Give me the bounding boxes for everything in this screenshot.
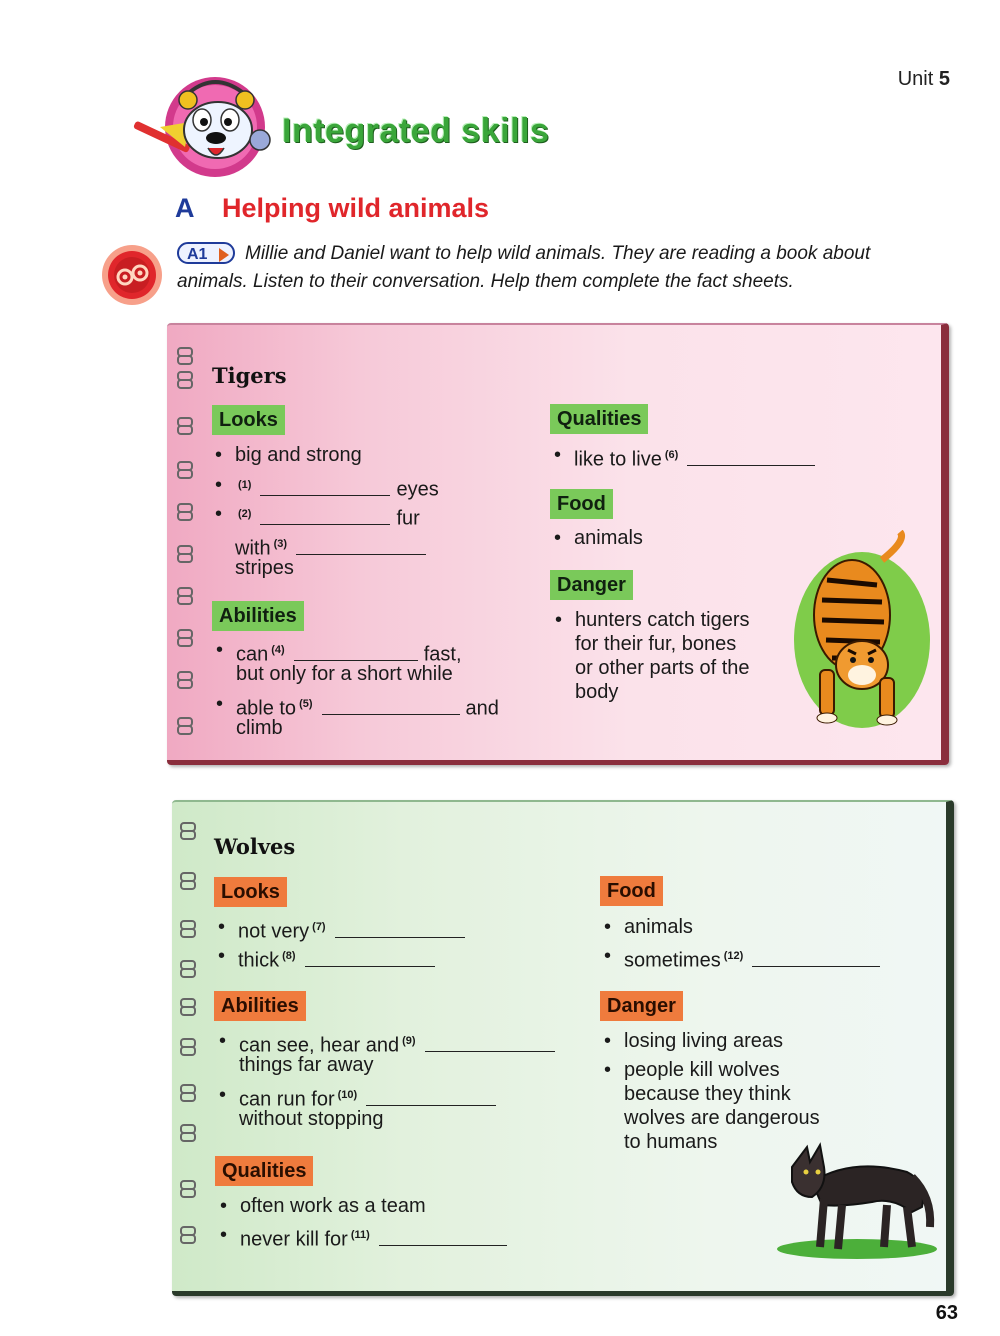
list-item: • not very $^{(7)}$ (238, 915, 471, 944)
page-number: 63 (935, 1302, 958, 1324)
list-item: • able to $^{(5)}$ and (216, 693, 499, 720)
list-item: • losing living areas (604, 1030, 783, 1052)
list-item: or other parts of the (575, 657, 750, 679)
list-item: without stopping (239, 1108, 384, 1130)
list-item: but only for a short while (236, 663, 453, 685)
list-item: body (575, 681, 619, 703)
blank-10[interactable] (366, 1087, 496, 1106)
list-item: • animals (554, 527, 643, 549)
list-item: • thick $^{(8)}$ (238, 944, 441, 973)
blank-8[interactable] (305, 948, 435, 967)
page-title: Integrated skills (282, 112, 550, 150)
list-item: climb (236, 717, 283, 739)
unit-number: 5 (938, 68, 950, 90)
blank-3[interactable] (296, 536, 426, 555)
blank-2[interactable] (260, 506, 390, 525)
list-item: because they think (624, 1083, 791, 1105)
play-icon (219, 248, 229, 262)
wolves-qualities-tag: Qualities (215, 1156, 313, 1186)
list-item: • can $^{(4)}$ fast, (216, 639, 462, 666)
tigers-qualities-tag: Qualities (550, 404, 648, 434)
wolf-illustration (772, 1127, 937, 1262)
blank-9[interactable] (425, 1033, 555, 1052)
blank-4[interactable] (294, 642, 418, 661)
list-item: • can see, hear and $^{(9)}$ (239, 1029, 561, 1058)
list-item: with $^{(3)}$ (235, 532, 432, 561)
tiger-illustration (782, 530, 932, 730)
list-item: • like to live $^{(6)}$ (574, 443, 821, 472)
list-item: • animals (604, 916, 693, 938)
wolves-heading: Wolves (214, 834, 296, 859)
spiral-rings (173, 325, 195, 760)
blank-12[interactable] (752, 948, 880, 967)
blank-5[interactable] (322, 696, 460, 715)
tigers-danger-tag: Danger (550, 570, 633, 600)
list-item: • $^{(2)}$ fur (215, 503, 420, 530)
tigers-fact-sheet (167, 323, 949, 765)
instruction-text: Millie and Daniel want to help wild animals. They are reading a book about animals. Listen to their conversation. Help them complete the fact sheets. (177, 243, 871, 292)
list-item: • people kill wolves (604, 1059, 780, 1081)
blank-6[interactable] (687, 447, 815, 466)
tigers-looks-tag: Looks (212, 405, 285, 435)
tigers-food-tag: Food (550, 489, 613, 519)
list-item: things far away (239, 1054, 374, 1076)
wolves-looks-tag: Looks (214, 877, 287, 907)
list-item: to humans (624, 1131, 718, 1153)
list-item: • never kill for $^{(11)}$ (240, 1223, 513, 1252)
list-item: • $^{(1)}$ eyes (215, 474, 439, 501)
unit-label: Unit 5 (897, 68, 950, 90)
wolves-food-tag: Food (600, 876, 663, 906)
list-item: • sometimes $^{(12)}$ (624, 944, 886, 973)
list-item: for their fur, bones (575, 633, 737, 655)
list-item: wolves are dangerous (624, 1107, 820, 1129)
blank-7[interactable] (335, 919, 465, 938)
a1-badge: A1 (177, 242, 235, 264)
list-item: • often work as a team (220, 1195, 426, 1217)
tigers-abilities-tag: Abilities (212, 601, 304, 631)
list-item: • can run for $^{(10)}$ (239, 1083, 502, 1112)
blank-11[interactable] (379, 1227, 507, 1246)
mascot-dog-icon (130, 72, 280, 182)
section-letter: A (175, 193, 195, 223)
list-item: • big and strong (215, 444, 362, 466)
blank-1[interactable] (260, 477, 390, 496)
list-item: stripes (235, 557, 294, 579)
wolves-danger-tag: Danger (600, 991, 683, 1021)
list-item: • hunters catch tigers (555, 609, 750, 631)
wolves-fact-sheet (172, 800, 954, 1296)
section-title: Helping wild animals (222, 193, 490, 223)
spiral-rings (176, 802, 198, 1291)
tigers-heading: Tigers (212, 363, 287, 388)
audio-cd-icon[interactable] (100, 243, 164, 307)
wolves-abilities-tag: Abilities (214, 991, 306, 1021)
